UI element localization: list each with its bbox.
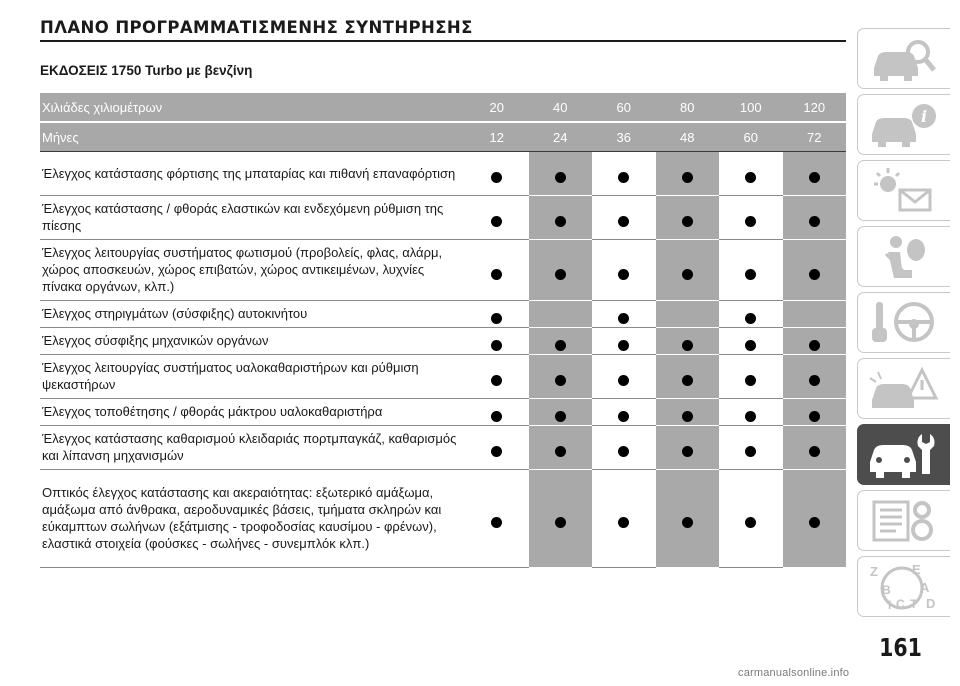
header-km-value: 80 [656,93,720,122]
schedule-cell [592,328,656,355]
scheduled-dot-icon [491,340,502,351]
schedule-cell [465,328,529,355]
scheduled-dot-icon [491,375,502,386]
chapter-tab[interactable] [857,292,950,353]
svg-text:I: I [888,598,892,612]
schedule-cell [719,328,783,355]
scheduled-dot-icon [491,446,502,457]
check-item-label: Έλεγχος λειτουργίας συστήματος φωτισμού (προβολείς, φλας, αλάρμ, χώρος αποσκευών, χώρος επιβατών, χώρος αντικειμένων, λυχνίες πίνακα οργάνων, κλπ.) [40,240,465,301]
schedule-cell [592,196,656,240]
svg-text:C: C [896,597,905,611]
svg-text:E: E [912,562,921,577]
page-number: 161 [879,633,922,662]
scheduled-dot-icon [618,517,629,528]
schedule-cell [783,470,847,568]
header-km-value: 120 [783,93,847,122]
scheduled-dot-icon [809,269,820,280]
scheduled-dot-icon [745,269,756,280]
table-row [40,196,846,240]
header-months-value: 12 [465,122,529,152]
schedule-cell [719,355,783,399]
schedule-cell [592,301,656,328]
svg-text:D: D [926,596,936,611]
chapter-tab[interactable] [857,358,950,419]
scheduled-dot-icon [745,340,756,351]
schedule-cell [465,196,529,240]
chapter-tab[interactable] [857,556,950,617]
schedule-cell [592,355,656,399]
chapter-tab[interactable] [857,160,950,221]
check-item-label: Έλεγχος κατάστασης καθαρισμού κλειδαριάς πορτμπαγκάζ, καθαρισμός και λίπανση μηχανισμών [40,426,465,470]
chapter-tabs-sidebar [857,28,950,622]
schedule-cell [529,240,593,301]
schedule-cell [465,301,529,328]
scheduled-dot-icon [618,313,629,324]
scheduled-dot-icon [745,411,756,422]
scheduled-dot-icon [682,446,693,457]
scheduled-dot-icon [491,172,502,183]
scheduled-dot-icon [491,269,502,280]
scheduled-dot-icon [555,375,566,386]
header-km-value: 20 [465,93,529,122]
schedule-cell [529,301,593,328]
scheduled-dot-icon [555,172,566,183]
header-km-value: 100 [719,93,783,122]
schedule-cell [465,355,529,399]
scheduled-dot-icon [809,411,820,422]
table-row [40,355,846,399]
check-item-label: Έλεγχος τοποθέτησης / φθοράς μάκτρου υαλοκαθαριστήρα [40,399,465,426]
scheduled-dot-icon [682,517,693,528]
svg-text:B: B [882,583,891,597]
schedule-cell [719,470,783,568]
scheduled-dot-icon [809,375,820,386]
svg-text:T: T [910,597,918,611]
schedule-cell [719,426,783,470]
scheduled-dot-icon [491,517,502,528]
header-km-value: 60 [592,93,656,122]
scheduled-dot-icon [809,446,820,457]
scheduled-dot-icon [618,172,629,183]
schedule-cell [783,426,847,470]
scheduled-dot-icon [745,446,756,457]
scheduled-dot-icon [745,375,756,386]
table-row [40,399,846,426]
scheduled-dot-icon [618,216,629,227]
scheduled-dot-icon [745,216,756,227]
chapter-tab[interactable] [857,94,950,155]
check-item-label: Έλεγχος σύσφιξης μηχανικών οργάνων [40,328,465,355]
chapter-tab[interactable] [857,226,950,287]
schedule-cell [592,240,656,301]
header-months-value: 36 [592,122,656,152]
scheduled-dot-icon [491,411,502,422]
scheduled-dot-icon [682,340,693,351]
schedule-cell [783,152,847,196]
svg-text:Z: Z [870,564,878,579]
schedule-cell [529,470,593,568]
header-months-value: 60 [719,122,783,152]
scheduled-dot-icon [809,340,820,351]
schedule-cell [592,399,656,426]
schedule-cell [783,355,847,399]
header-row-km [40,93,846,122]
schedule-body [40,152,846,568]
scheduled-dot-icon [682,216,693,227]
schedule-cell [719,301,783,328]
scheduled-dot-icon [809,517,820,528]
schedule-cell [529,328,593,355]
schedule-cell [656,240,720,301]
schedule-cell [656,328,720,355]
schedule-cell [656,426,720,470]
scheduled-dot-icon [618,446,629,457]
schedule-cell [656,196,720,240]
schedule-cell [656,301,720,328]
check-item-label: Έλεγχος κατάστασης φόρτισης της μπαταρίας και πιθανή επαναφόρτιση [40,152,465,196]
scheduled-dot-icon [618,340,629,351]
watermark-text: carmanualsonline.info [738,667,850,679]
check-item-label: Έλεγχος στηριγμάτων (σύσφιξης) αυτοκινήτου [40,301,465,328]
schedule-cell [719,196,783,240]
scheduled-dot-icon [555,411,566,422]
chapter-tab[interactable] [857,490,950,551]
scheduled-dot-icon [555,340,566,351]
check-item-label: Οπτικός έλεγχος κατάστασης και ακεραιότητας: εξωτερικό αμάξωμα, αμάξωμα από άνθρακα, αεροδυναμικές βάσεις, τμήματα σκληρών και εύκαμπτων σωλήνων (εξάτμισης - τροφοδοσίας καυσίμου - φρένων), ελαστικά στοιχεία (φούσκες - σωλήνες - συνεμπλόκ κλπ.) [40,470,465,568]
schedule-cell [465,399,529,426]
schedule-cell [529,426,593,470]
schedule-cell [719,152,783,196]
scheduled-dot-icon [682,172,693,183]
schedule-cell [656,355,720,399]
scheduled-dot-icon [682,375,693,386]
section-subtitle: ΕΚΔΟΣΕΙΣ 1750 Turbo με βενζίνη [40,63,253,78]
table-row [40,301,846,328]
chapter-tab[interactable] [857,28,950,89]
scheduled-dot-icon [809,172,820,183]
scheduled-dot-icon [555,269,566,280]
scheduled-dot-icon [809,216,820,227]
svg-text:A: A [920,580,930,595]
scheduled-dot-icon [745,313,756,324]
table-row [40,426,846,470]
schedule-cell [529,196,593,240]
scheduled-dot-icon [618,411,629,422]
schedule-cell [465,240,529,301]
scheduled-dot-icon [555,216,566,227]
chapter-tab[interactable] [857,424,950,485]
table-row [40,152,846,196]
schedule-cell [592,426,656,470]
header-months-value: 48 [656,122,720,152]
table-row [40,240,846,301]
schedule-cell [783,240,847,301]
schedule-cell [656,152,720,196]
scheduled-dot-icon [745,172,756,183]
schedule-cell [783,301,847,328]
schedule-cell [719,240,783,301]
schedule-cell [783,399,847,426]
scheduled-dot-icon [491,313,502,324]
scheduled-dot-icon [618,375,629,386]
check-item-label: Έλεγχος λειτουργίας συστήματος υαλοκαθαριστήρων και ρύθμιση ψεκαστήρων [40,355,465,399]
schedule-cell [656,399,720,426]
table-row [40,470,846,568]
header-row-months [40,122,846,152]
schedule-cell [529,399,593,426]
scheduled-dot-icon [491,216,502,227]
check-item-label: Έλεγχος κατάστασης / φθοράς ελαστικών και ενδεχόμενη ρύθμιση της πίεσης [40,196,465,240]
svg-text:i: i [920,107,928,126]
header-km-label: Χιλιάδες χιλιομέτρων [40,93,465,122]
schedule-cell [656,470,720,568]
scheduled-dot-icon [555,446,566,457]
maintenance-schedule-table [40,93,846,568]
scheduled-dot-icon [555,517,566,528]
schedule-cell [783,196,847,240]
schedule-cell [783,328,847,355]
schedule-cell [592,152,656,196]
schedule-cell [465,470,529,568]
scheduled-dot-icon [682,269,693,280]
header-km-value: 40 [529,93,593,122]
schedule-cell [529,152,593,196]
scheduled-dot-icon [682,411,693,422]
table-row [40,328,846,355]
schedule-cell [465,152,529,196]
schedule-cell [465,426,529,470]
header-months-value: 72 [783,122,847,152]
page-title: ΠΛΑΝΟ ΠΡΟΓΡΑΜΜΑΤΙΣΜΕΝΗΣ ΣΥΝΤΗΡΗΣΗΣ [40,18,846,42]
schedule-cell [529,355,593,399]
schedule-cell [719,399,783,426]
schedule-cell [592,470,656,568]
scheduled-dot-icon [618,269,629,280]
header-months-label: Μήνες [40,122,465,152]
header-months-value: 24 [529,122,593,152]
scheduled-dot-icon [745,517,756,528]
